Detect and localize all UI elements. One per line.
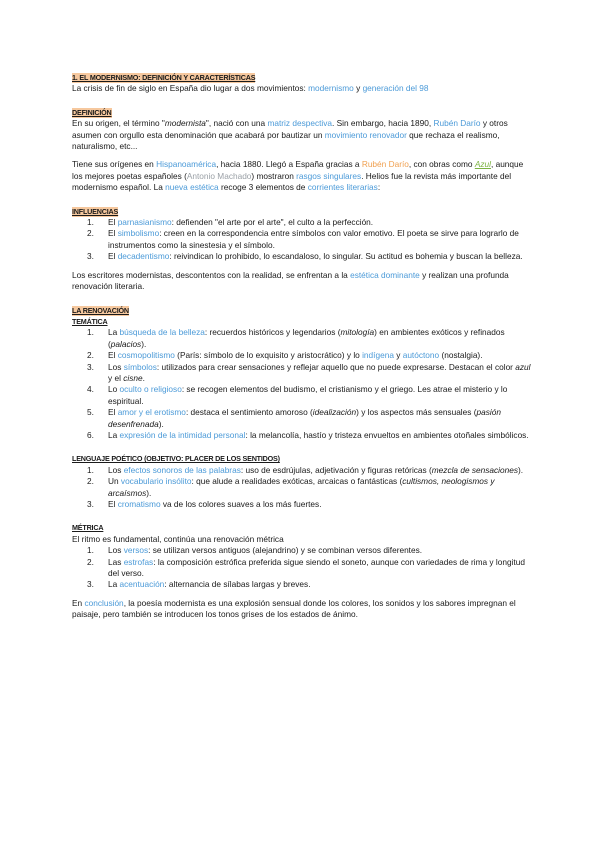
key-term: símbolos — [123, 361, 157, 372]
text: Un — [108, 476, 121, 487]
emphasis: modernista — [164, 118, 206, 129]
key-term: parnasianismo — [117, 217, 172, 228]
list-number: 1. — [87, 217, 94, 228]
section-heading: 1. EL MODERNISMO: DEFINICIÓN Y CARACTERÍSTICAS — [72, 73, 256, 82]
text: ) en ambientes exóticos y refinados ( — [108, 327, 505, 349]
list-item — [72, 465, 532, 476]
key-term: matriz despectiva — [267, 118, 333, 129]
list-item — [72, 384, 532, 407]
section-renovacion — [72, 305, 532, 442]
text: , aunque los mejores poetas españoles ( — [72, 159, 524, 181]
section-definicion — [72, 107, 532, 194]
text: ). — [158, 418, 164, 429]
key-term: corrientes literarias — [307, 182, 378, 193]
text: y otros asumen con orgullo esta denominación que acabará por bautizar un — [72, 118, 508, 140]
metrica-list — [72, 545, 532, 591]
key-term: Rubén Darío — [361, 159, 409, 170]
emphasis: azul — [515, 361, 531, 372]
text: Tiene sus orígenes en — [72, 159, 157, 170]
section-heading: INFLUENCIAS — [72, 206, 119, 216]
text: va de los colores suaves a los más fuertes. — [160, 499, 322, 509]
list-number: 4. — [87, 384, 94, 395]
text: : reivindican lo prohibido, lo escandaloso, lo singular. Su actitud es bohemia y buscan la belleza. — [169, 251, 523, 262]
text: . Sin embargo, hacia 1890, — [332, 118, 434, 129]
paragraph — [72, 270, 532, 293]
list-number: 3. — [87, 579, 94, 590]
list-number: 1. — [87, 464, 94, 475]
text: : recuerdos históricos y legendarios ( — [204, 327, 341, 338]
key-term: búsqueda de la belleza — [119, 327, 205, 338]
section-metrica — [72, 522, 532, 620]
key-term: Hispanoamérica — [156, 159, 217, 170]
work-title: Azul — [474, 159, 491, 170]
list-item — [72, 557, 532, 580]
text: : destaca el sentimiento amoroso ( — [185, 407, 313, 418]
text: ) y los aspectos más sensuales ( — [356, 407, 477, 418]
list-item — [72, 350, 532, 361]
text: El — [108, 217, 118, 228]
text: : la composición estrófica preferida sigue siendo el soneto, aunque con variedades de rima y longitud del verso. — [108, 556, 525, 579]
text: : — [377, 182, 381, 193]
text: El — [108, 251, 118, 262]
list-item — [72, 579, 532, 590]
text: El — [108, 499, 118, 509]
text: : defienden "el arte por el arte", el culto a la perfección. — [171, 217, 374, 228]
text: . Helios fue la revista más importante del modernismo español. La — [72, 170, 512, 193]
key-term: indígena — [362, 350, 394, 361]
text: ). — [146, 487, 152, 498]
subsection-heading: MÉTRICA — [72, 523, 104, 533]
text: : alternancia de sílabas largas y breves. — [164, 579, 311, 590]
key-term: estrofas — [123, 556, 154, 567]
key-term: decadentismo — [117, 251, 170, 262]
key-term: versos — [123, 545, 149, 556]
list-item — [72, 327, 532, 350]
subsection-heading: LENGUAJE POÉTICO (OBJETIVO: PLACER DE LOS SENTIDOS) — [72, 454, 280, 464]
list-item — [72, 430, 532, 441]
paragraph — [72, 598, 532, 621]
text: recoge 3 elementos de — [218, 182, 308, 193]
paragraph: El ritmo es fundamental, continúa una renovación métrica — [72, 533, 284, 544]
key-term: cosmopolitismo — [117, 350, 175, 361]
text: : se utilizan versos antiguos (alejandrino) y se combinan versos diferentes. — [148, 545, 423, 556]
section-heading: LA RENOVACIÓN — [72, 305, 129, 315]
document-page — [72, 72, 532, 621]
text: , la poesía modernista es una explosión sensual donde los colores, los sonidos y los sabores impregnan el paisaje, pero también se introducen los tonos grises de los estados de ánimo. — [72, 597, 516, 620]
text: (París: símbolo de lo exquisito y aristocrático) y lo — [174, 350, 363, 361]
paragraph — [72, 118, 532, 152]
text: . — [142, 372, 145, 383]
list-number: 6. — [87, 429, 94, 440]
emphasis: palacios — [110, 338, 142, 349]
section-lenguaje — [72, 453, 532, 510]
list-number: 3. — [87, 251, 94, 262]
text: : uso de esdrújulas, adjetivación y figuras retóricas ( — [240, 464, 432, 475]
text: y — [353, 83, 363, 94]
key-term: rasgos singulares — [296, 170, 362, 181]
emphasis: idealización — [312, 407, 357, 418]
list-number: 2. — [87, 476, 94, 487]
text: , con obras como — [408, 159, 475, 170]
text: : se recogen elementos del budismo, el cristianismo y el griego. Les atrae el misterio y lo espiritual. — [108, 384, 508, 406]
text: Los escritores modernistas, descontentos con la realidad, se enfrentan a la — [72, 269, 351, 280]
text: y — [393, 350, 403, 361]
key-term: Antonio Machado — [186, 170, 252, 181]
list-item — [72, 362, 532, 385]
list-item — [72, 407, 532, 430]
key-term: expresión de la intimidad personal — [119, 429, 246, 440]
list-item — [72, 217, 532, 228]
list-number: 5. — [87, 407, 94, 418]
text: , hacia 1880. Llegó a España gracias a — [216, 159, 362, 170]
text: Los — [108, 545, 124, 556]
emphasis: cisne — [123, 372, 143, 383]
subsection-heading: TEMÁTICA — [72, 316, 108, 326]
key-term: Rubén Darío — [433, 118, 481, 129]
text: ) mostraron — [251, 170, 297, 181]
text: que rechaza el realismo, naturalismo, etc... — [72, 129, 500, 152]
text: ", nació con una — [205, 118, 268, 129]
text: ). — [141, 338, 147, 349]
text: La — [108, 429, 120, 440]
list-item — [72, 476, 532, 499]
list-number: 1. — [87, 327, 94, 338]
text: ). — [518, 464, 524, 475]
text: Lo — [108, 384, 120, 395]
section-influencias — [72, 206, 532, 293]
key-term: amor y el erotismo — [117, 407, 186, 418]
list-item — [72, 499, 532, 510]
text: y el — [108, 372, 124, 383]
key-term: autóctono — [402, 350, 440, 361]
text: En — [72, 597, 85, 608]
influencias-list — [72, 217, 532, 263]
text: Los — [108, 361, 124, 372]
text: El — [108, 407, 118, 418]
list-number: 2. — [87, 228, 94, 239]
text: : que alude a realidades exóticas, arcaicas o fantásticas ( — [191, 476, 403, 487]
key-term: efectos sonoros de las palabras — [123, 464, 241, 475]
key-term: generación del 98 — [362, 83, 429, 94]
text: Los — [108, 464, 124, 475]
list-number: 1. — [87, 545, 94, 556]
text: : creen en la correspondencia entre símbolos con valor emotivo. El poeta se sirve para lograrlo de instrumentos como la sinestesia y el símbolo. — [108, 228, 519, 250]
key-term: acentuación — [119, 579, 165, 590]
lenguaje-list — [72, 465, 532, 511]
list-number: 2. — [87, 556, 94, 567]
text: y realizan una profunda renovación literaria. — [72, 269, 509, 292]
text: El — [108, 228, 118, 239]
text: El — [108, 350, 118, 361]
list-number: 3. — [87, 361, 94, 372]
text: La — [108, 327, 120, 338]
key-term: cromatismo — [117, 499, 161, 509]
list-item — [72, 545, 532, 556]
section-heading: DEFINICIÓN — [72, 107, 112, 117]
list-number: 3. — [87, 499, 94, 509]
key-term: movimiento renovador — [324, 129, 407, 140]
text: La — [108, 579, 120, 590]
emphasis: cultismos, neologismos y arcaísmos — [108, 476, 495, 498]
paragraph — [72, 83, 532, 94]
list-item — [72, 228, 532, 251]
key-term: conclusión — [84, 597, 124, 608]
section-intro — [72, 72, 532, 95]
text: La crisis de fin de siglo en España dio lugar a dos movimientos: — [72, 83, 309, 94]
key-term: modernismo — [308, 83, 354, 94]
emphasis: mezcla de sensaciones — [431, 464, 519, 475]
text: : la melancolía, hastío y tristeza envueltos en ambientes otoñales simbólicos. — [245, 429, 529, 440]
text: En su origen, el término " — [72, 118, 165, 129]
tematica-list — [72, 327, 532, 441]
emphasis: pasión desenfrenada — [108, 407, 501, 429]
text: (nostalgia). — [439, 350, 483, 361]
text: : utilizados para crear sensaciones y reflejar aquello que no puede expresarse. Destacan el color — [156, 361, 516, 372]
list-number: 2. — [87, 350, 94, 361]
text: Las — [108, 556, 124, 567]
key-term: nueva estética — [165, 182, 219, 193]
key-term: oculto o religioso — [119, 384, 182, 395]
emphasis: mitología — [340, 327, 375, 338]
key-term: vocabulario insólito — [120, 476, 192, 487]
key-term: estética dominante — [350, 269, 420, 280]
paragraph — [72, 159, 532, 193]
key-term: simbolismo — [117, 228, 160, 239]
list-item — [72, 251, 532, 262]
